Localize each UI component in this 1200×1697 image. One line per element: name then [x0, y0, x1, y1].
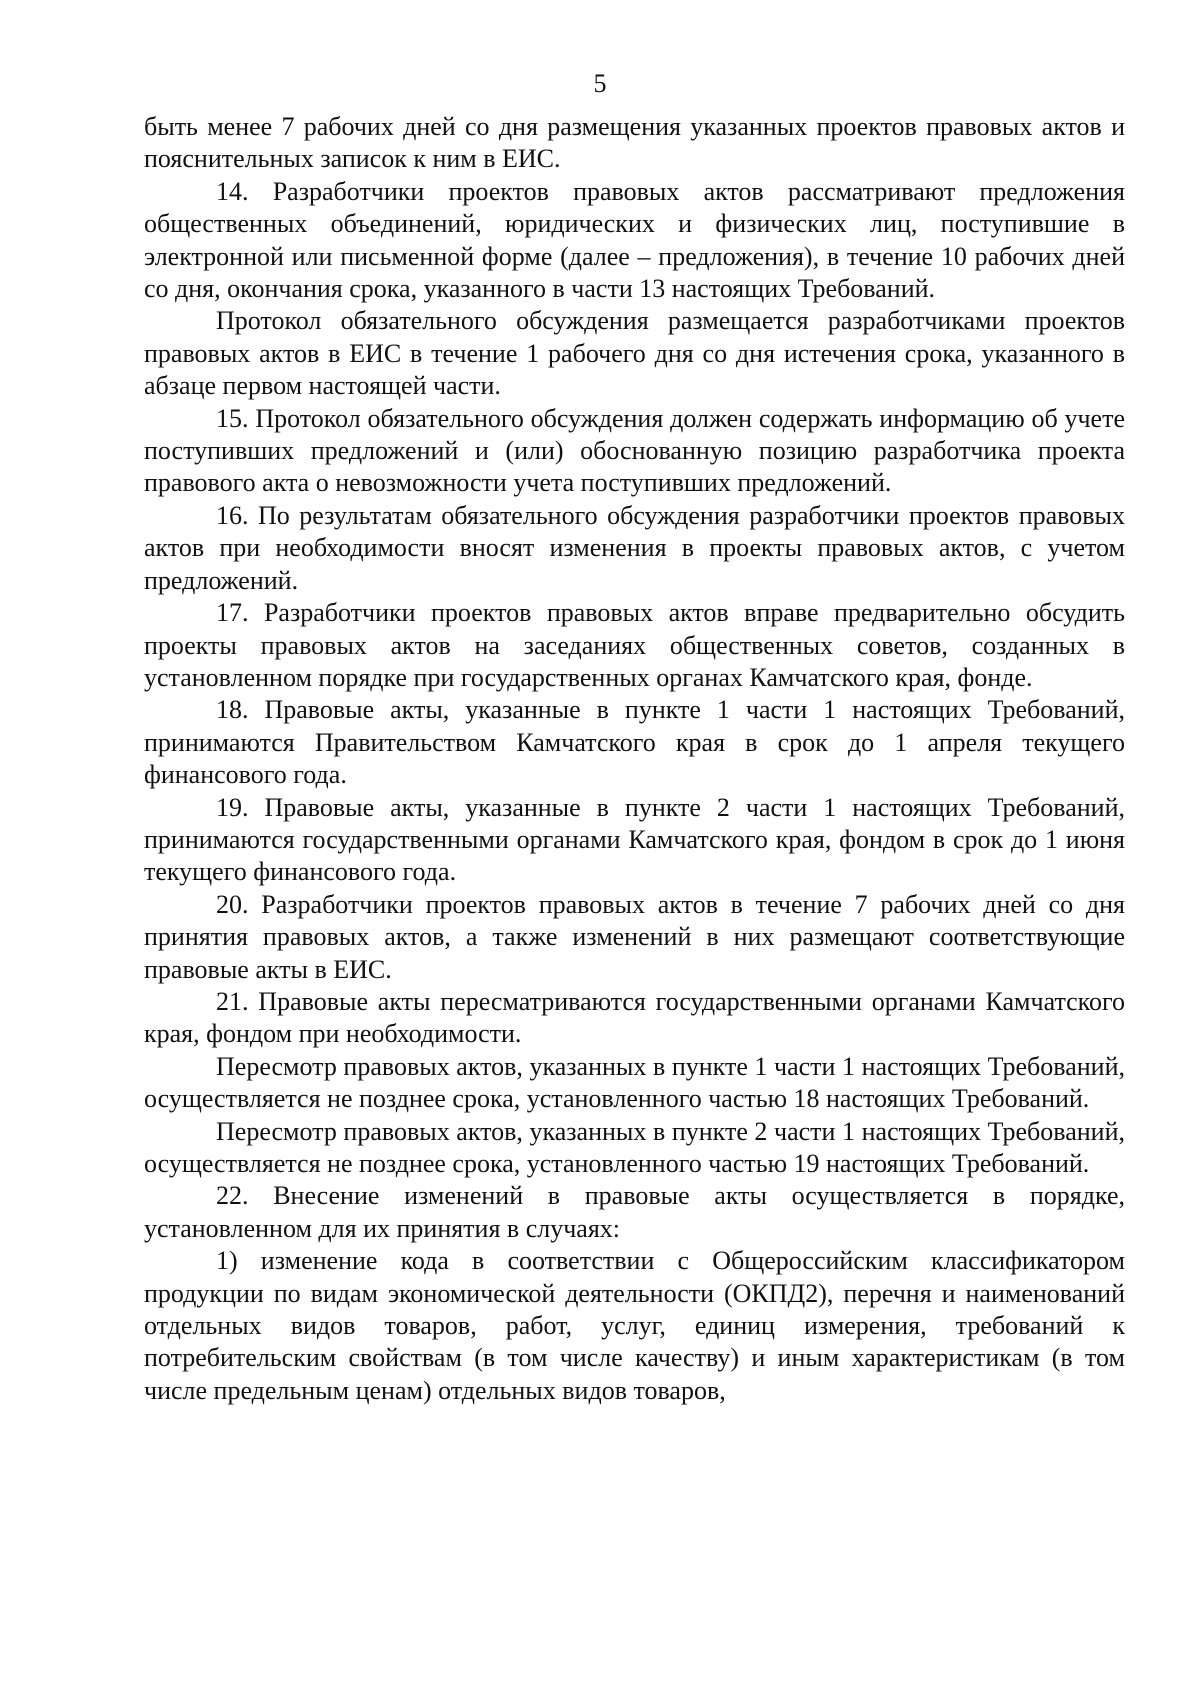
paragraph: 21. Правовые акты пересматриваются государственными органами Камчатского края, фондом при необходимости. — [144, 986, 1125, 1049]
paragraph: 19. Правовые акты, указанные в пункте 2 части 1 настоящих Требований, принимаются государственными органами Камчатского края, фондом в срок до 1 июня текущего финансового года. — [144, 792, 1125, 887]
paragraph: 1) изменение кода в соответствии с Общероссийским классификатором продукции по видам экономической деятельности (ОКПД2), перечня и наименований отдельных видов товаров, работ, услуг, единиц измерения, требований к потребительским свойствам (в том числе качеству) и иным характеристикам (в том числе предельным ценам) отдельных видов товаров, — [144, 1246, 1125, 1405]
paragraph: 15. Протокол обязательного обсуждения должен содержать информацию об учете поступивших предложений и (или) обоснованную позицию разработчика проекта правового акта о невозможности учета поступивших предложений. — [144, 403, 1125, 498]
paragraph: Пересмотр правовых актов, указанных в пункте 1 части 1 настоящих Требований, осуществляется не позднее срока, установленного частью 18 настоящих Требований. — [144, 1051, 1125, 1114]
paragraph: 18. Правовые акты, указанные в пункте 1 части 1 настоящих Требований, принимаются Правительством Камчатского края в срок до 1 апреля текущего финансового года. — [144, 695, 1125, 790]
page-number: 5 — [593, 69, 607, 98]
paragraph: 17. Разработчики проектов правовых актов вправе предварительно обсудить проекты правовых актов на заседаниях общественных советов, созданных в установленном порядке при государственных органах Камчатского края, фонде. — [144, 598, 1125, 692]
paragraph: 16. По результатам обязательного обсуждения разработчики проектов правовых актов при необходимости вносят изменения в проекты правовых актов, с учетом предложений. — [144, 500, 1125, 595]
paragraph: Протокол обязательного обсуждения размещается разработчиками проектов правовых актов в ЕИС в течение 1 рабочего дня со дня истечения срока, указанного в абзаце первом настоящей части. — [144, 306, 1125, 401]
document-body — [144, 111, 1125, 1407]
paragraph: Пересмотр правовых актов, указанных в пункте 2 части 1 настоящих Требований, осуществляется не позднее срока, установленного частью 19 настоящих Требований. — [144, 1116, 1125, 1178]
paragraph: быть менее 7 рабочих дней со дня размещения указанных проектов правовых актов и пояснительных записок к ним в ЕИС. — [144, 112, 1125, 174]
paragraph: 20. Разработчики проектов правовых актов в течение 7 рабочих дней со дня принятия правовых актов, а также изменений в них размещают соответствующие правовые акты в ЕИС. — [144, 889, 1125, 984]
paragraph: 14. Разработчики проектов правовых актов рассматривают предложения общественных объединений, юридических и физических лиц, поступившие в электронной или письменной форме (далее – предложения), в течение 10 рабочих дней со дня, окончания срока, указанного в части 13 настоящих Требований. — [144, 176, 1125, 304]
paragraph: 22. Внесение изменений в правовые акты осуществляется в порядке, установленном для их принятия в случаях: — [144, 1181, 1125, 1243]
